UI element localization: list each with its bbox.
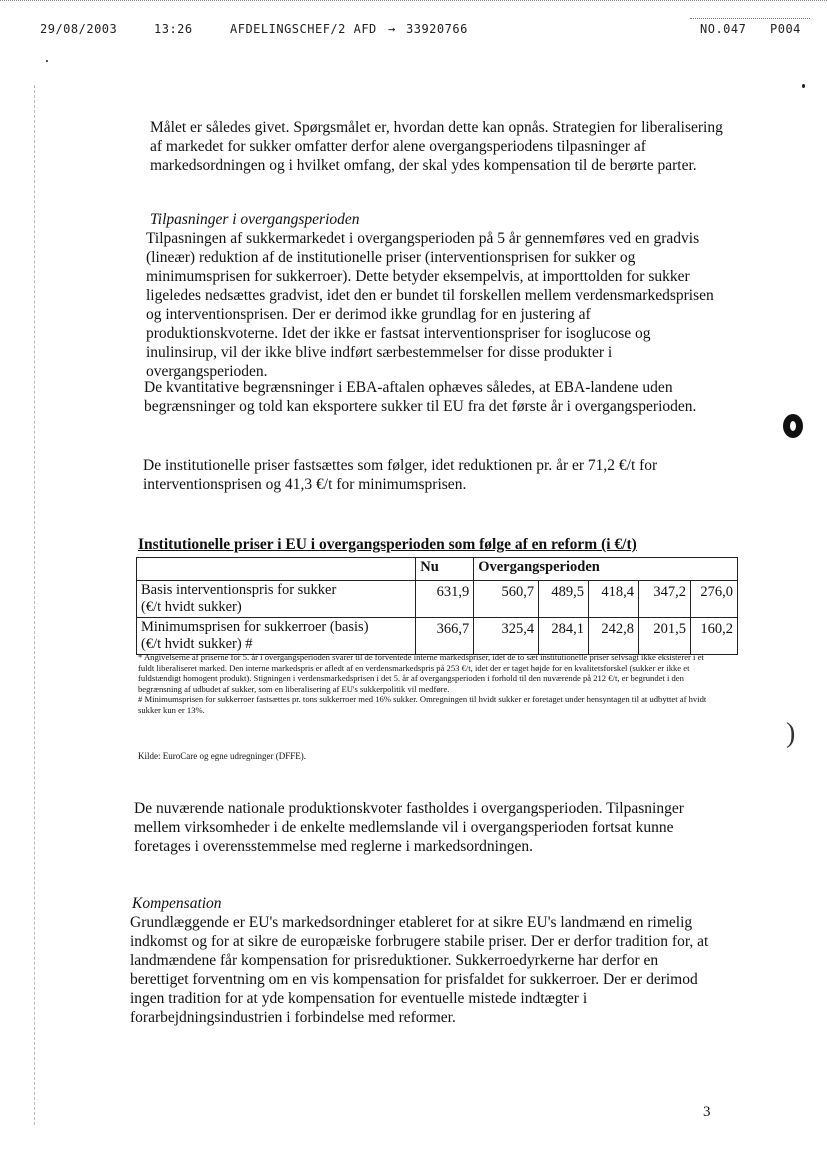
footnote-asterisk: * Angivelserne af priserne for 5. år i overgangsperioden svarer til de forventede interne markedspriser, idet de to sæt institutionelle priser selvsagt ikke eksisterer i et fuldt liberaliseret marked. Den interne markedspris er afledt af en verdensmarkedspris på 253 €/t, idet der er taget højde for en kvalitetsforskel (sukker er ikke et fuldstændigt homogent produkt). Stigningen i verdensmarkedsprisen i det 5. år af overgangsperioden i forhold til den nuværende på 212 €/t, er begrundet i den begrænsning af udbudet af sukker, som en liberalisering af EU's sukkerpolitik vil medføre.: [138, 652, 704, 694]
table-row: [137, 581, 738, 618]
fax-date: 29/08/2003: [40, 22, 118, 36]
paragraph-kvoter: De nuværende nationale produktionskvoter fastholdes i overgangsperioden. Tilpasninger mellem virksomheder i de enkelte medlemslande vil i overgangsperioden fortsat kunne foretages i overensstemmelse med reglerne i markedsordningen.: [134, 800, 684, 855]
table-cell: 489,5: [539, 581, 589, 618]
fax-number: NO.047: [700, 22, 747, 36]
table-cell: 347,2: [639, 581, 691, 618]
table-cell: 284,1: [539, 618, 589, 655]
table-footnotes: [138, 652, 718, 716]
paragraph-priser: De institutionelle priser fastsættes som følger, idet reduktionen pr. år er 71,2 €/t for interventionsprisen og 41,3 €/t for minimumsprisen.: [143, 457, 658, 493]
row-label-line: (€/t hvidt sukker) #: [141, 636, 253, 652]
table-source: Kilde: EuroCare og egne udregninger (DFFE).: [138, 751, 306, 761]
scan-mark: ): [786, 718, 796, 749]
table-cell: 325,4: [474, 618, 539, 655]
row-label: [137, 581, 416, 618]
table-cell: 560,7: [474, 581, 539, 618]
table-header-now: Nu: [416, 558, 474, 581]
table-cell: 201,5: [639, 618, 691, 655]
row-label-line: Minimumsprisen for sukkerroer (basis): [141, 619, 369, 635]
fax-header: [40, 22, 810, 40]
table-cell: 276,0: [690, 581, 737, 618]
table-row: [137, 618, 738, 655]
fax-top-dotted-edge: [0, 0, 827, 7]
table-title: Institutionelle priser i EU i overgangsperioden som følge af en reform (i €/t): [138, 536, 637, 553]
price-table: [136, 557, 738, 655]
fax-time: 13:26: [154, 22, 193, 36]
paragraph-tilpasninger: Tilpasningen af sukkermarkedet i overgangsperioden på 5 år gennemføres ved en gradvis (lineær) reduktion af de institutionelle priser (interventionsprisen for sukker og minimumsprisen for sukkerroer). Dette betyder eksempelvis, at importtolden for sukker ligeledes nedsættes gradvist, idet den er bundet til forskellen mellem verdensmarkedsprisen og interventionsprisen. Der er derimod ikke grundlag for en justering af produktionskvoterne. Idet der ikke er fastsat interventionspriser for isoglucose og inulinsirup, vil der ikke blive indført særbestemmelser for disse produkter i overgangsperioden.: [146, 230, 714, 380]
fax-recipient: 33920766: [406, 22, 468, 36]
table-header-row: [137, 558, 738, 581]
paragraph-kompensation: Grundlæggende er EU's markedsordninger etableret for at sikre EU's landmænd en rimelig indkomst og for at sikre de europæiske forbrugere stabile priser. Der er derfor tradition for, at landmændene får kompensation for prisreduktioner. Sukkerroedyrkerne har derfor en berettiget forventning om en vis kompensation for prisfaldet for sukkerroer. Der er derimod ingen tradition for at yde kompensation for eventuelle mistede indtægter i forarbejdningsindustrien i forbindelse med reformer.: [130, 914, 709, 1026]
scan-speck: [802, 84, 805, 88]
table-cell: 242,8: [589, 618, 639, 655]
footnote-hash: # Minimumsprisen for sukkerroer fastsættes pr. tons sukkerroer med 16% sukker. Omregningen til hvidt sukker er foretaget under hensyntagen til at udbyttet af hvidt sukker kun er 13%.: [138, 694, 707, 715]
table-cell: 366,7: [416, 618, 474, 655]
paragraph-eba: De kvantitative begrænsninger i EBA-aftalen ophæves således, at EBA-landene uden begrænsninger og told kan eksportere sukker til EU fra det første år i overgangsperioden.: [144, 379, 697, 415]
fax-page: P004: [770, 22, 801, 36]
row-label: [137, 618, 416, 655]
paragraph-intro: Målet er således givet. Spørgsmålet er, hvordan dette kan opnås. Strategien for liberalisering af markedet for sukker omfatter derfor alene overgangsperiodens tilpasninger af markedsordningen og i hvilket omfang, der skal ydes kompensation til de berørte parter.: [150, 119, 723, 174]
scan-speck: [46, 60, 48, 62]
fax-arrow: →: [388, 22, 396, 36]
row-label-line: (€/t hvidt sukker): [141, 599, 242, 615]
table-cell: 631,9: [416, 581, 474, 618]
page-number: 3: [703, 1104, 711, 1120]
scan-left-edge: [34, 85, 35, 1125]
table-header-transition: Overgangsperioden: [474, 558, 738, 581]
fax-header-rule: [690, 18, 810, 19]
heading-tilpasninger: Tilpasninger i overgangsperioden: [150, 211, 360, 228]
row-label-line: Basis interventionspris for sukker: [141, 582, 337, 598]
heading-kompensation: Kompensation: [132, 895, 222, 912]
table-cell: 160,2: [690, 618, 737, 655]
fax-sender: AFDELINGSCHEF/2 AFD: [230, 22, 377, 36]
punch-hole-mark: [783, 414, 803, 438]
table-cell: 418,4: [589, 581, 639, 618]
table-header-empty: [137, 558, 416, 581]
